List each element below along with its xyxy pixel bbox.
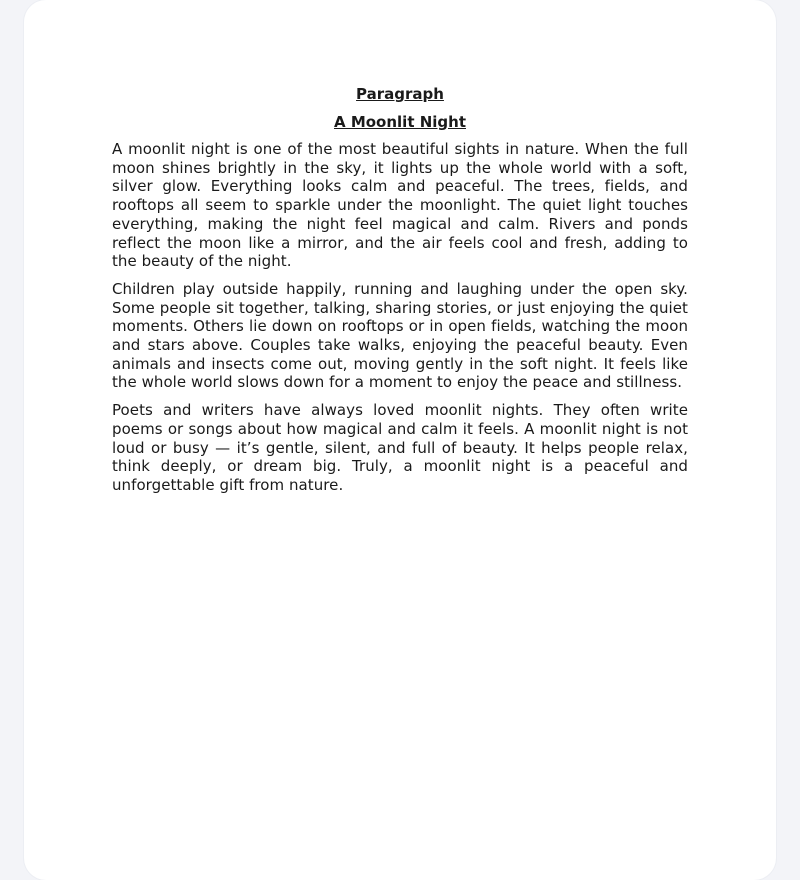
document-title: A Moonlit Night: [333, 113, 466, 131]
paragraph-1: A moonlit night is one of the most beautiful sights in nature. When the full moon shines brightly in the sky, it lights up the whole world with a soft, silver glow. Everything looks calm and peaceful. The trees, fields, and rooftops all seem to sparkle under the moonlight. The quiet light touches everything, making the night feel magical and calm. Rivers and ponds reflect the moon like a mirror, and the air feels cool and fresh, adding to the beauty of the night.: [112, 140, 688, 271]
document-heading: Paragraph: [356, 85, 444, 103]
paragraph-3: Poets and writers have always loved moonlit nights. They often write poems or songs about how magical and calm it feels. A moonlit night is not loud or busy — it’s gentle, silent, and full of beauty. It helps people relax, think deeply, or dream big. Truly, a moonlit night is a peaceful and unforgettable gift from nature.: [112, 401, 688, 494]
paragraph-2: Children play outside happily, running and laughing under the open sky. Some people sit together, talking, sharing stories, or just enjoying the quiet moments. Others lie down on rooftops or in open fields, watching the moon and stars above. Couples take walks, enjoying the peaceful beauty. Even animals and insects come out, moving gently in the soft night. It feels like the whole world slows down for a moment to enjoy the peace and stillness.: [112, 279, 688, 392]
document-content: [112, 84, 688, 504]
document-page: [24, 0, 776, 880]
